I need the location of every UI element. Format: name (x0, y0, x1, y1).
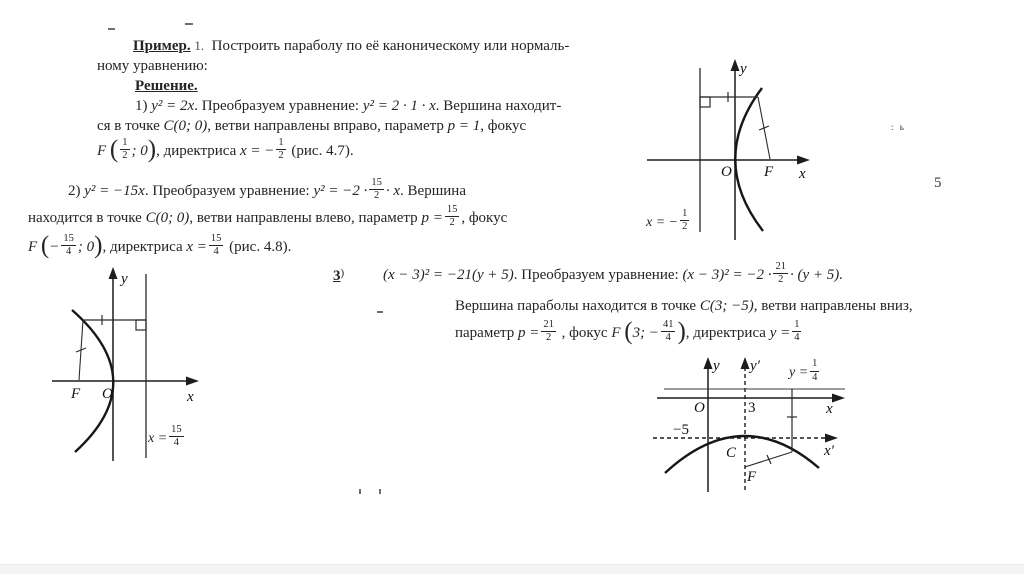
fig3-y-arrow-icon (704, 357, 713, 369)
text-run: параметр (455, 325, 518, 341)
scan-artifact-marks: : ь (891, 122, 906, 132)
text-run: . Преобразуем уравнение: (194, 98, 363, 114)
equation: p = (421, 210, 443, 226)
example-intro-text2: ному уравнению: (97, 58, 208, 74)
fraction (120, 138, 129, 162)
text-run: , фокус (480, 118, 527, 134)
scan-artifact (185, 23, 193, 25)
focus-symbol: F (97, 143, 110, 159)
item1-marker: 1) (135, 98, 152, 114)
fig3-x-arrow-icon (832, 394, 845, 403)
fig3-vertex-label: C (726, 445, 737, 461)
fig1-directrix-label (646, 207, 691, 236)
item3-line3 (455, 316, 803, 350)
focus-symbol: F (611, 325, 625, 341)
fig1-origin-label: O (721, 164, 732, 180)
equation: x = (186, 239, 207, 255)
equation: x = − (240, 143, 275, 159)
fraction-denominator: 4 (794, 332, 800, 344)
item2-marker: 2) (68, 183, 85, 199)
fraction-denominator: 2 (449, 217, 455, 229)
equation: ; 0 (131, 143, 148, 159)
fraction (169, 425, 184, 449)
equation: C(3; −5) (699, 298, 754, 314)
fraction (369, 178, 384, 202)
fraction (445, 205, 460, 229)
fig2-x-arrow-icon (186, 377, 199, 386)
fig1-y-label: y (740, 61, 747, 77)
text-run: . Преобразуем уравнение: (513, 267, 683, 283)
equation: · (y + 5). (789, 267, 843, 283)
example-intro-line2 (97, 56, 627, 76)
text-run: , ветви направлены вправо, параметр (207, 118, 448, 134)
fig2-focus-label: F (71, 386, 81, 402)
fraction-denominator: 4 (812, 371, 818, 383)
text-run: Вершина параболы находится в точке (455, 298, 700, 314)
big-paren-open: ( (109, 136, 119, 164)
big-paren-close: ) (94, 232, 103, 260)
fig3-origin-label: O (694, 400, 705, 416)
fig3-y-label: y (713, 358, 720, 374)
equation: · x (385, 183, 401, 199)
equation: p = 1 (447, 118, 481, 134)
equation: y² = −2 · (313, 183, 368, 199)
example-intro-text: Построить параболу по её каноническому или нормаль- (211, 38, 570, 54)
fraction-denominator: 4 (665, 332, 671, 344)
fraction-denominator: 2 (682, 221, 688, 233)
fraction (810, 359, 819, 383)
fraction-denominator: 2 (122, 150, 128, 162)
big-paren-close: ) (147, 136, 157, 164)
item1-line3 (97, 136, 627, 166)
fig3-y-prime-label: y′ (750, 358, 760, 374)
scan-artifact (379, 489, 381, 494)
fig3-x-prime-arrow-icon (825, 434, 838, 443)
fraction-denominator: 2 (545, 332, 552, 344)
big-paren-open: ( (624, 318, 633, 346)
text-run: (рис. 4.7). (287, 143, 354, 159)
item3-marker (333, 263, 344, 286)
fraction (773, 262, 788, 286)
fraction (541, 320, 556, 344)
item2-line1 (28, 177, 568, 205)
item2-line2 (28, 205, 568, 231)
fig3-directrix-label (789, 358, 821, 385)
fraction-numerator: 15 (445, 205, 460, 218)
fraction (680, 209, 689, 233)
item3-number: 3 (333, 268, 341, 284)
spacer (204, 38, 212, 54)
fig2-y-arrow-icon (109, 267, 118, 279)
fraction-denominator: 2 (778, 274, 784, 286)
example-number: 1. (194, 38, 205, 53)
focus-symbol: F (28, 239, 41, 255)
item2-line3 (28, 231, 568, 263)
text-run: находится в точке (28, 210, 146, 226)
equation: 3; − (632, 325, 659, 341)
fraction-numerator: 1 (810, 359, 819, 372)
fig2-y-label: y (121, 271, 128, 287)
fraction-denominator: 4 (66, 246, 72, 258)
equation: x = (148, 431, 168, 446)
text-run: (рис. 4.8). (225, 239, 292, 255)
text-run: , фокус (557, 325, 612, 341)
fraction (61, 234, 76, 258)
text-run: , ветви направлены влево, параметр (189, 210, 422, 226)
text-run: ся в точке (97, 118, 164, 134)
equation: y = (789, 365, 809, 381)
item1-line2 (97, 116, 627, 136)
example-intro-line1 (97, 36, 627, 56)
text-run: , директриса (156, 143, 240, 159)
fraction-numerator: 15 (169, 425, 184, 438)
scan-artifact (359, 489, 361, 494)
fig1-focus-label: F (764, 164, 774, 180)
item3-paren: ) (340, 267, 345, 279)
text-run: . Преобразуем уравнение: (144, 183, 314, 199)
fraction-numerator: 1 (276, 138, 285, 151)
fraction (276, 138, 285, 162)
fraction (792, 320, 801, 344)
equation: y² = −15x (84, 183, 145, 199)
fig1-right-angle-mark (700, 97, 710, 107)
figure-4-9 (652, 355, 852, 503)
fraction-numerator: 15 (209, 234, 224, 247)
equation: x = − (646, 215, 679, 230)
fraction-numerator: 41 (661, 320, 676, 333)
fraction-numerator: 1 (680, 209, 689, 222)
fig3-x-tick-3: 3 (748, 400, 756, 416)
equation: y² = 2x (151, 98, 195, 114)
fraction-denominator: 4 (213, 246, 219, 258)
fraction-denominator: 4 (173, 437, 180, 449)
fig1-x-arrow-icon (797, 156, 810, 165)
big-paren-open: ( (40, 232, 50, 260)
fraction-numerator: 15 (369, 178, 384, 191)
fig2-x-label: x (187, 389, 194, 405)
fig3-x-prime-label: x′ (824, 443, 834, 459)
equation: (x − 3)² = −2 · (682, 267, 772, 283)
item2-block (28, 177, 568, 263)
fig3-focus-label: F (747, 469, 757, 485)
equation: (x − 3)² = −21(y + 5) (383, 267, 514, 283)
solution-label: Решение. (135, 78, 198, 94)
text-run: , ветви направлены вниз, (753, 298, 913, 314)
fig3-parabola-curve (665, 436, 819, 473)
equation: p = (517, 325, 540, 341)
fig3-x-label: x (826, 401, 833, 417)
fraction-numerator: 15 (61, 234, 76, 247)
fraction-numerator: 21 (541, 320, 556, 333)
fig3-y-prime-arrow-icon (741, 357, 750, 369)
fraction (661, 320, 676, 344)
equation: C(0; 0) (163, 118, 208, 134)
equation: − (49, 239, 60, 255)
text-run: . Вершина находит- (435, 98, 562, 114)
example-block (97, 36, 627, 166)
figure-4-8 (40, 265, 220, 465)
fig2-right-angle-mark (136, 320, 146, 330)
fig2-origin-label: O (102, 386, 113, 402)
fig1-y-arrow-icon (731, 59, 740, 71)
fraction-denominator: 2 (278, 150, 284, 162)
equation: C(0; 0) (145, 210, 190, 226)
equation: ; 0 (77, 239, 95, 255)
scan-edge-strip (0, 564, 1024, 574)
fraction-numerator: 1 (792, 320, 801, 333)
fraction-numerator: 21 (773, 262, 788, 275)
equation: y = (769, 325, 791, 341)
text-run: , фокус (461, 210, 508, 226)
equation: y² = 2 · 1 · x (362, 98, 436, 114)
fig2-directrix-label (148, 423, 186, 452)
fraction (209, 234, 224, 258)
scan-artifact (377, 311, 383, 313)
item1-line1 (97, 96, 627, 116)
item3-line1 (383, 260, 843, 290)
big-paren-close: ) (677, 318, 686, 346)
text-run: . Вершина (400, 183, 466, 199)
example-label: Пример. (133, 38, 191, 54)
page-number: 5 (934, 175, 942, 191)
fig3-y-tick-minus5: −5 (673, 422, 689, 438)
fig1-x-label: x (799, 166, 806, 182)
text-run: , директриса (102, 239, 187, 255)
solution-heading (97, 76, 627, 96)
item3-line2 (455, 296, 913, 316)
text-run: , директриса (685, 325, 770, 341)
fraction-numerator: 1 (120, 138, 129, 151)
fraction-denominator: 2 (374, 190, 380, 202)
scan-artifact (108, 28, 115, 30)
